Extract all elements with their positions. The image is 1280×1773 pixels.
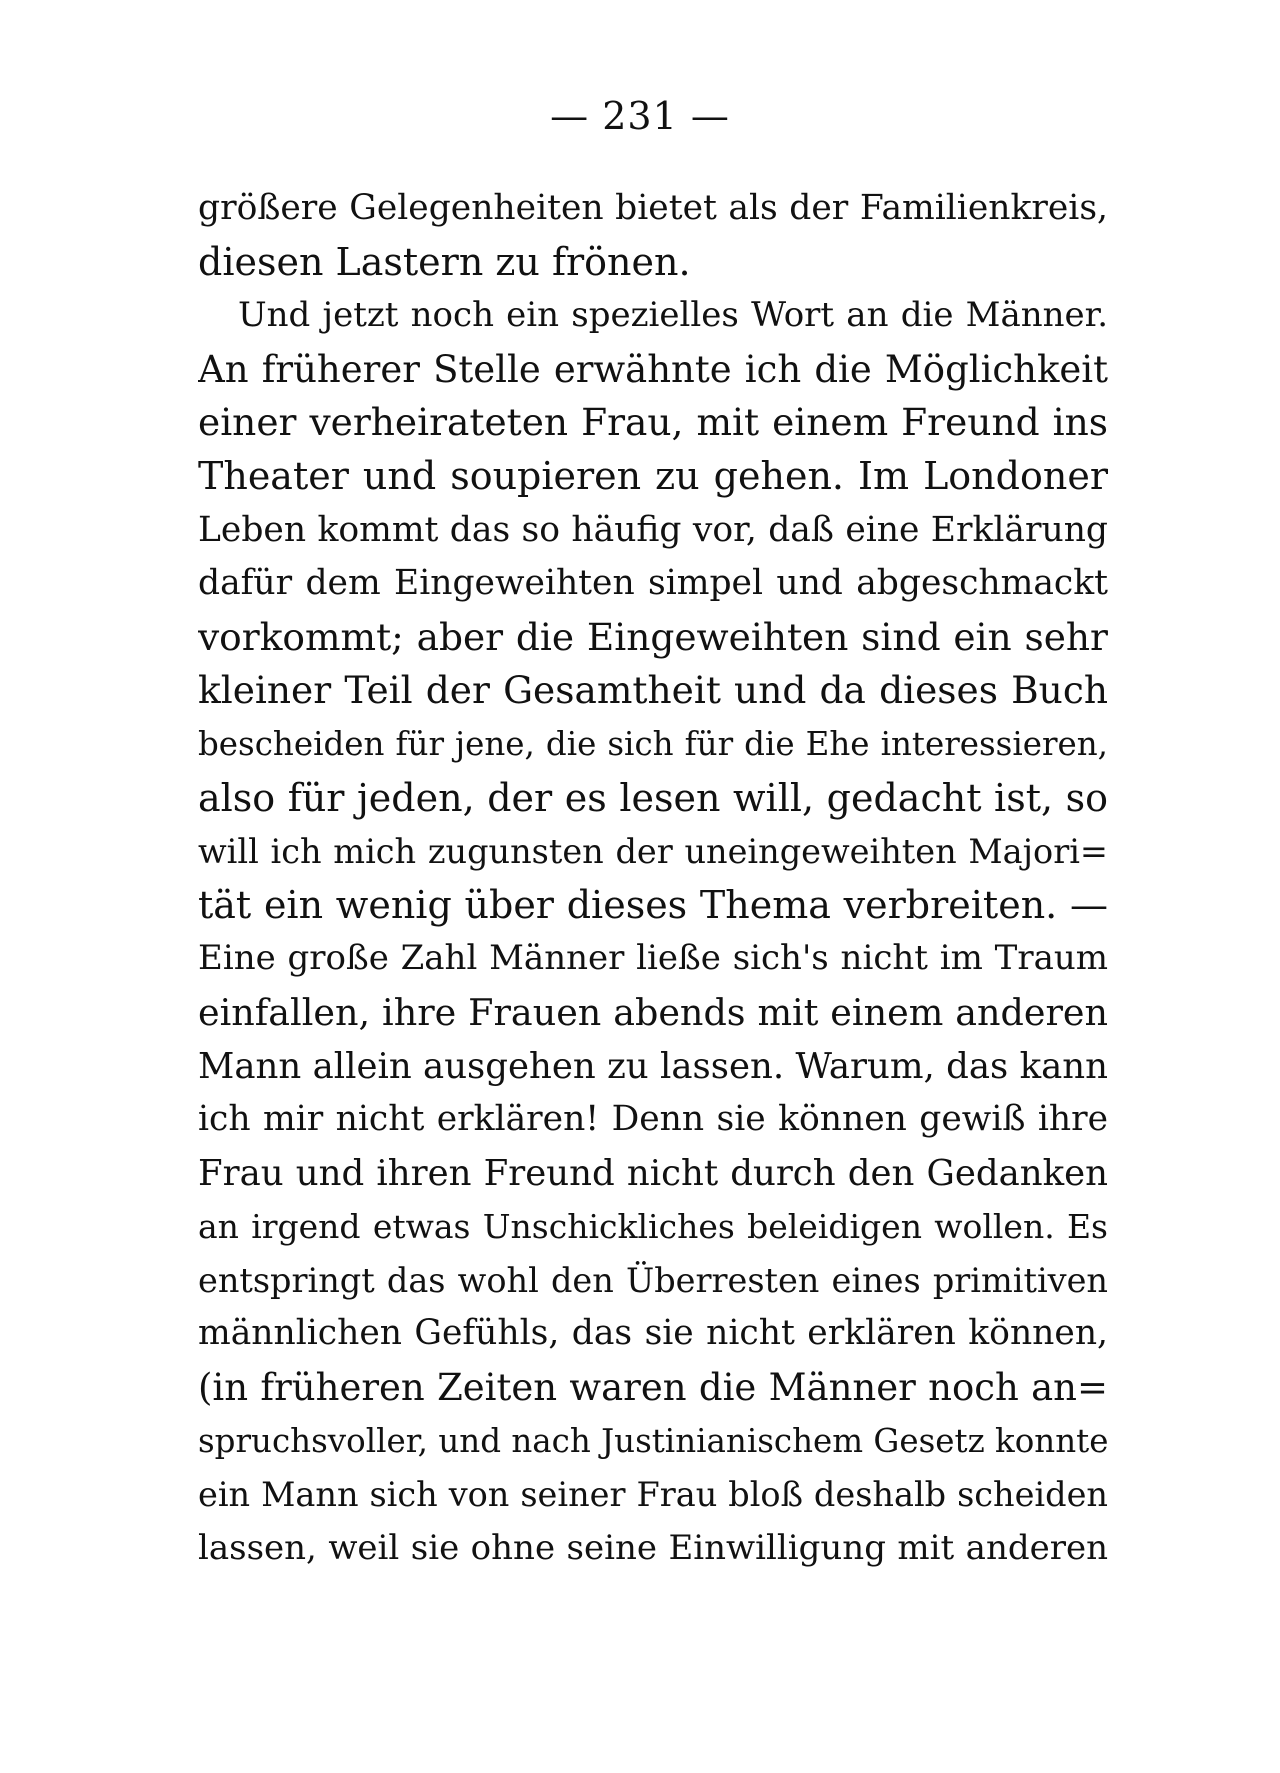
- text-line: dafür dem Eingeweihten simpel und abgeschmackt: [198, 563, 1108, 604]
- text-line: Theater und soupieren zu gehen. Im Londoner: [198, 453, 1108, 498]
- text-line: Leben kommt das so häufig vor, daß eine Erklärung: [198, 509, 1108, 550]
- text-line: größere Gelegenheiten bietet als der Familienkreis,: [198, 188, 1108, 228]
- text-line: spruchsvoller, und nach Justinianischem Gesetz konnte: [198, 1421, 1108, 1460]
- text-line: also für jeden, der es lesen will, gedacht ist, so: [198, 775, 1108, 820]
- text-line: lassen, weil sie ohne seine Einwilligung mit anderen: [198, 1527, 1108, 1568]
- text-line: (in früheren Zeiten waren die Männer noch an=: [198, 1366, 1108, 1410]
- text-line: männlichen Gefühls, das sie nicht erklären können,: [198, 1313, 1108, 1354]
- text-line: An früherer Stelle erwähnte ich die Möglichkeit: [198, 347, 1108, 391]
- body-text: [198, 182, 1108, 1575]
- text-line: ich mir nicht erklären! Denn sie können gewiß ihre: [198, 1099, 1108, 1140]
- text-line: vorkommt; aber die Eingeweihten sind ein sehr: [198, 614, 1108, 659]
- text-line: Mann allein ausgehen zu lassen. Warum, das kann: [198, 1045, 1108, 1087]
- text-line: diesen Lastern zu frönen.: [198, 239, 691, 284]
- text-line: einfallen, ihre Frauen abends mit einem anderen: [198, 990, 1108, 1034]
- text-line: bescheiden für jene, die sich für die Ehe interessieren,: [198, 724, 1108, 763]
- text-line: Frau und ihren Freund nicht durch den Gedanken: [198, 1152, 1108, 1194]
- page-number: — 231 —: [550, 94, 730, 138]
- text-line: entspringt das wohl den Überresten eines primitiven: [198, 1260, 1108, 1300]
- text-line: an irgend etwas Unschickliches beleidigen wollen. Es: [198, 1207, 1108, 1247]
- text-line: tät ein wenig über dieses Thema verbreiten. —: [198, 882, 1108, 927]
- text-line: ein Mann sich von seiner Frau bloß deshalb scheiden: [198, 1475, 1108, 1515]
- text-line: kleiner Teil der Gesamtheit und da dieses Buch: [198, 668, 1108, 713]
- text-line: einer verheirateten Frau, mit einem Freund ins: [198, 400, 1108, 445]
- text-line: Und jetzt noch ein spezielles Wort an die Männer.: [238, 295, 1108, 336]
- text-line: Eine große Zahl Männer ließe sich's nicht im Traum: [198, 938, 1108, 979]
- text-line: will ich mich zugunsten der uneingeweihten Majori=: [198, 832, 1108, 872]
